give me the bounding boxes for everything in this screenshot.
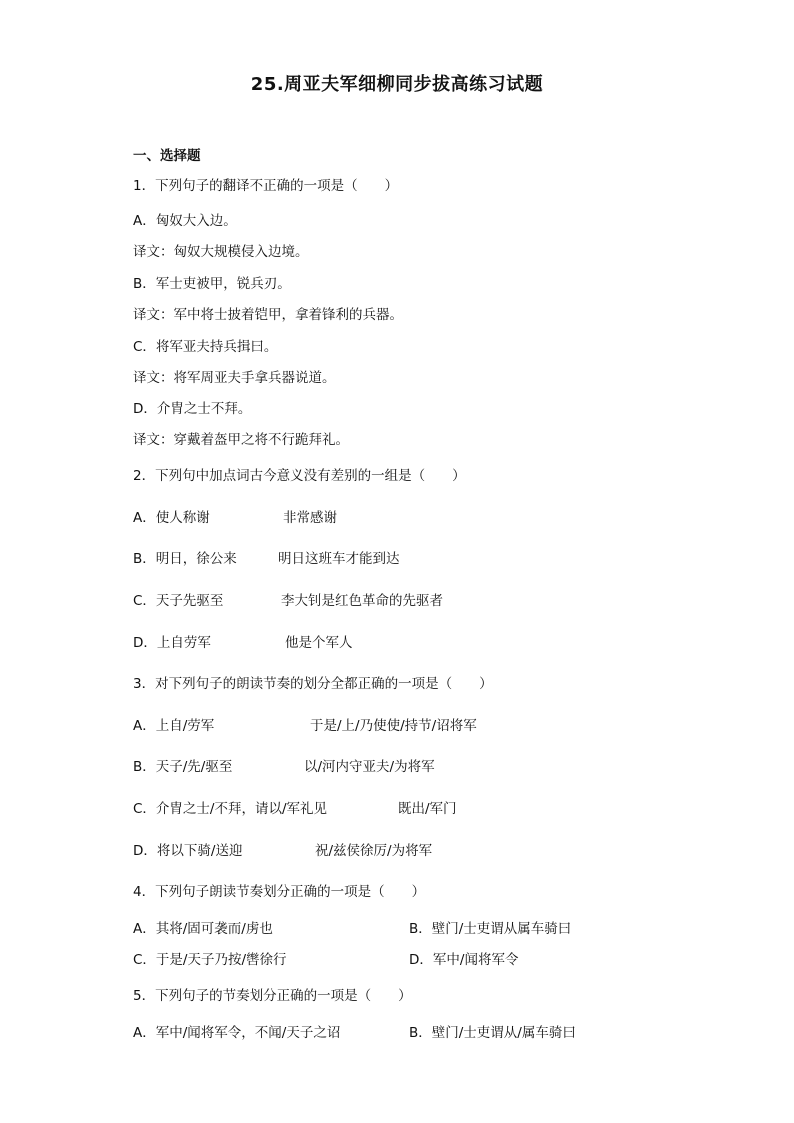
question-5-option-a: A．军中/闻将军令，不闻/天子之诏 xyxy=(133,1025,341,1041)
question-2-stem: 2．下列句中加点词古今意义没有差别的一组是（ ） xyxy=(133,468,466,484)
question-2-option-d-left: D．上自劳军 xyxy=(133,635,211,651)
section-heading: 一、选择题 xyxy=(133,148,201,164)
question-5-option-b: B．壁门/士吏谓从/属车骑曰 xyxy=(409,1025,576,1041)
question-1-option-a-translation: 译文：匈奴大规模侵入边境。 xyxy=(133,244,309,260)
question-1-option-d: D．介胄之士不拜。 xyxy=(133,401,252,417)
question-2-option-d-right: 他是个军人 xyxy=(285,635,353,651)
question-2-option-a-left: A．使人称谢 xyxy=(133,510,210,526)
question-2-option-a-right: 非常感谢 xyxy=(283,510,337,526)
question-1-option-d-translation: 译文：穿戴着盔甲之将不行跪拜礼。 xyxy=(133,432,349,448)
question-3-option-b-right: 以/河内守亚夫/为将军 xyxy=(304,759,435,775)
question-2-option-c-left: C．天子先驱至 xyxy=(133,593,224,609)
question-3-option-c-right: 既出/军门 xyxy=(398,801,457,817)
question-2-option-c-right: 李大钊是红色革命的先驱者 xyxy=(281,593,443,609)
question-3-option-b-left: B．天子/先/驱至 xyxy=(133,759,233,775)
question-4-option-a: A．其将/固可袭而/虏也 xyxy=(133,921,273,937)
question-2-option-b-left: B．明日，徐公来 xyxy=(133,551,237,567)
question-4-option-b: B．壁门/士吏谓从属车骑曰 xyxy=(409,921,572,937)
question-3-option-a-left: A．上自/劳军 xyxy=(133,718,215,734)
question-4-stem: 4．下列句子朗读节奏划分正确的一项是（ ） xyxy=(133,884,426,900)
question-4-option-c: C．于是/天子乃按/辔徐行 xyxy=(133,952,287,968)
question-3-option-a-right: 于是/上/乃使使/持节/诏将军 xyxy=(310,718,477,734)
question-1-option-c: C．将军亚夫持兵揖曰。 xyxy=(133,339,278,355)
question-3-stem: 3．对下列句子的朗读节奏的划分全都正确的一项是（ ） xyxy=(133,676,493,692)
question-2-option-b-right: 明日这班车才能到达 xyxy=(278,551,400,567)
question-3-option-d-right: 祝/兹侯徐厉/为将军 xyxy=(315,843,433,859)
question-1-option-a: A．匈奴大入边。 xyxy=(133,213,237,229)
question-1-option-b: B．军士吏被甲，锐兵刃。 xyxy=(133,276,291,292)
question-4-option-d: D．军中/闻将军令 xyxy=(409,952,519,968)
question-3-option-d-left: D．将以下骑/送迎 xyxy=(133,843,243,859)
question-1-stem: 1．下列句子的翻译不正确的一项是（ ） xyxy=(133,178,399,194)
question-3-option-c-left: C．介胄之士/不拜，请以/军礼见 xyxy=(133,801,328,817)
question-1-option-b-translation: 译文：军中将士披着铠甲，拿着锋利的兵器。 xyxy=(133,307,403,323)
document-title: 25.周亚夫军细柳同步拔高练习试题 xyxy=(250,74,544,95)
question-1-option-c-translation: 译文：将军周亚夫手拿兵器说道。 xyxy=(133,370,336,386)
question-5-stem: 5．下列句子的节奏划分正确的一项是（ ） xyxy=(133,988,412,1004)
